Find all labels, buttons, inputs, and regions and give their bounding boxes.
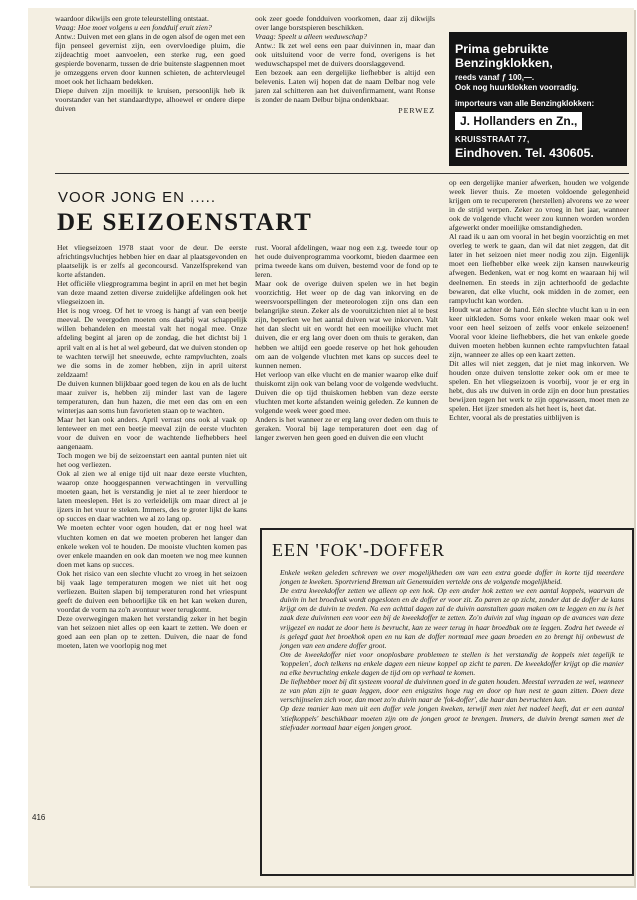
top-left-column	[55, 14, 245, 114]
fok-doffer-box	[260, 528, 634, 876]
paragraph: rust. Vooral afdelingen, waar nog een z.g. tweede tour op het oude duivenprogramma voorkomt, bieden daarmee een prima tweede kans om duiven, bestemd voor de fond op te leren.	[255, 243, 438, 280]
ad-price: reeds vanaf ƒ 100,—.	[455, 73, 535, 82]
box-body	[280, 568, 624, 732]
author-signature: PERWEZ	[398, 106, 435, 116]
paragraph: Het officiële vliegprogramma begint in april en met het begin van deze maand zetten diverse zuidelijke afdelingen ook het vliegseizoen in.	[57, 279, 247, 307]
paragraph: De duiven kunnen blijkbaar goed tegen de kou en als de lucht maar zuiver is, hebben zij minder last van de lagere temperaturen, dan hun hazen, die met een das om en een winterjas aan soms hun favorieten staan op te wachten.	[57, 378, 247, 415]
paragraph: waardoor dikwijls een grote teleurstelling ontstaat.	[55, 14, 209, 23]
paragraph: Een bezoek aan een dergelijke liefhebber is altijd een belevenis. Laten wij hopen dat de naam Delbar nog vele jaren zal schitteren aan het duivenfirmament, want Ronse is zonder de naam Delbur bijna ondenkbaar.	[255, 68, 435, 105]
paragraph: Enkele weken geleden schreven we over mogelijkheden om van een extra goede doffer in korte tijd meerdere jongen te kweken. Sportvriend Breman uit Genemuiden vertelde ons de volgende mogelijkheid.	[280, 568, 624, 587]
paragraph: Echter, vooral als de prestaties uitblijven is	[449, 413, 580, 423]
paragraph: Al raad ik u aan om vooral in het begin voorzichtig en met overleg te werk te gaan, dan wil dat niet zeggen, dat dit later in het seizoen niet meer nodig zou zijn. Eigenlijk moet een liefhebber elke week zijn kansen nauwkeurig afwegen. Bedenken, wat er nog komt en waaraan hij wil deelnemen. En steeds in zijn achterhoofd de gedachte bewaren, dat elke vlucht, ook midden in de zomer, een rampvlucht kan worden.	[449, 232, 629, 305]
top-mid-column	[255, 14, 435, 116]
paragraph: Antw.: Duiven met een glans in de ogen alsof de ogen met een fijn penseel gevernist zijn, een overvloedige pluim, die zijdeachtig moet aanvoelen, een sterke rug, een goed gespierde bovenarm, tussen de drie buitenste slagpennen moet je omzeggens erven door kunnen schieten, de achtervleugel moet ook het lichaam bedekken.	[55, 32, 245, 87]
paragraph: Ook al zien we al enige tijd uit naar deze eerste vluchten, waarop onze hooggespannen verwachtingen in vervulling moeten gaan, het is verstandig je niet al te zeer hierdoor te laten meeslepen. Het is zo verleidelijk om maar direct al je ijzers in het vuur te steken. Immers, des te groter lijkt de kans op succes en daar wachten we al zo lang op.	[57, 469, 247, 524]
paragraph: Maar het kan ook anders. April verrast ons ook al vaak op lenteweer en met een beetje meeval zijn de eerste vluchten voor de duiven en voor de wachtende liefhebbers heel aangenaam.	[57, 414, 247, 452]
paragraph: De extra kweekdoffer zetten we alleen op een hok. Op een ander hok zetten we een aantal koppels, waarvan de duivin in het broedvak wordt opgesloten en de doffer er voor zit. Zo paren ze op zicht, zonder dat de doffer de kans krijgt om de duivin te treden. Na een achttal dagen zal de duivin aanstalten gaan maken om te leggen en nu is het zaak deze duivinnen een voor een bij de kweekdoffer te zetten. Zo'n duivin zal vlug ingaan op de avances van deze vrijgezel en nadat ze door hem is bevrucht, kan ze weer terug in haar broedbak om te leggen. Zodra het tweede ei is gelegd gaat het broekhok open en nu kan de doffer normaal mee gaan broeden en zo brengt hij onbewust de jongen van een andere doffer groot.	[280, 586, 624, 650]
question: Vraag: Hoe moet volgens u een fondduif eruit zien?	[55, 23, 212, 33]
section-divider	[55, 173, 629, 174]
paragraph: Het verloop van elke vlucht en de manier waarop elke duif thuiskomt zijn ook van belang voor de volgende wedvlucht. Duiven die op tijd thuiskomen hebben van deze eerste vluchten met korte afstanden weinig geleden. Ze kunnen de volgende week weer goed mee.	[255, 369, 438, 415]
paragraph: Antw.: Ik zet wel eens een paar duivinnen in, maar dan ook uitsluitend voor de verre fond, overigens is het weduwschapspel met de duivers doorslaggevend.	[255, 41, 435, 69]
paragraph: Dit alles wil niet zeggen, dat je niet mag inkorven. We houden onze duiven tenslotte zeker ook om er mee te spelen. En het vliegseizoen is voorbij, voor je er erg in hebt, dus als uw duiven in orde zijn en door hun prestaties bewijzen tegen het werk te zijn opgewassen, moet men ze spelen. Het ijzer smeden als het heet is, heet dat.	[449, 358, 629, 414]
paragraph: Maar ook de overige duiven spelen we in het begin voorzichtig. Het weer op de dag van inkorving en de weersvoorspellingen der meteorologen zijn ons dan een belangrijke steun. Zeker als de vooruitzichten niet al te best zijn, beperken we het aantal duiven wat we inkorven. Valt het dan slecht uit en wordt het een moeilijke vlucht met duiven, die er erg lang over doen om thuis te geraken, dan hebben we altijd een goede reserve op het hok gehouden om aan de volgende vluchten met kans op succes deel te kunnen nemen.	[255, 279, 438, 370]
paragraph: Het vliegseizoen 1978 staat voor de deur. De eerste africhtingsvluchtjes hebben hier en daar al plaatsgevonden en plaatselijk is er zelfs al geconcoursd. Vanzelfsprekend van korte afstanden.	[57, 243, 247, 280]
article-column-3	[449, 178, 629, 422]
article-column-2	[255, 243, 438, 442]
paragraph: Op deze manier kan men uit een doffer vele jongen kweken, terwijl men niet het nadeel heeft, dat er een aantal 'stiefkoppels' beschikbaar moeten zijn om de jongen groot te brengen. Immers, de duivin brengt samen met de stiefvader normaal haar eigen jongen groot.	[280, 704, 624, 732]
paragraph: Anders is het wanneer ze er erg lang over deden om thuis te geraken. Vooral bij lage temperaturen doet een dag of langer zwerven hen geen goed en duiven die een vlucht	[255, 414, 438, 442]
paragraph: ook zeer goede fondduiven voorkomen, daar zij dikwijls over lange borstspieren beschikken.	[255, 14, 435, 33]
ad-headline: Prima gebruikte	[455, 42, 549, 56]
paragraph: op een dergelijke manier afwerken, houden we volgende week liever thuis. Ze moeten voldoende gelegenheid krijgen om te recupereren (herstellen) alvorens we ze weer in de strijd werpen. Zeker zo vroeg in het jaar, wanneer ook de volgende vlucht weer zou kunnen worden worden afgewerkt onder moeilijke omstandigheden.	[449, 178, 629, 233]
paragraph: Deze overwegingen maken het verstandig zeker in het begin van het seizoen niet alles op een kaart te zetten. We doen er goed aan een plan op te zetten. Duiven, die naar de fond moeten, laten we voorlopig nog met	[57, 613, 247, 651]
ad-company: J. Hollanders en Zn.,	[455, 112, 582, 130]
paragraph: Ook het risico van een slechte vlucht zo vroeg in het seizoen bij vaak lage temperaturen mogen we niet uit het oog verliezen. Buiten slapen bij temperaturen rond het vriespunt geeft de duiven een behoorlijke tik en het kan weken duren, voordat de vorm na zo'n avontuur weer terugkomt.	[57, 568, 247, 614]
page-number: 416	[32, 813, 46, 822]
paragraph: Toch mogen we bij de seizoenstart een aantal punten niet uit het oog verliezen.	[57, 451, 247, 470]
ad-rent: Ook nog huurklokken voorradig.	[455, 83, 579, 92]
magazine-page	[28, 8, 634, 886]
paragraph: De liefhebber moet bij dit systeem vooral de duivinnen goed in de gaten houden. Meestal verraden ze wel, wanneer ze van plan zijn te gaan leggen, door een enigszins hoge rug en door op hun nest te gaan zitten. Doen deze verschijnselen zich voor, dan moet zo'n duivin naar de 'fok-doffer', die haar dan bevruchten kan.	[280, 677, 624, 705]
benzing-advertisement	[449, 32, 627, 166]
ad-headline: Benzingklokken,	[455, 56, 553, 70]
article-title: DE SEIZOENSTART	[57, 209, 313, 236]
ad-importer: importeurs van alle Benzingklokken:	[455, 99, 595, 108]
paragraph: Houdt wat achter de hand. Eén slechte vlucht kan u in een keer uitkleden. Soms voor enkele weken maar ook wel voor een heel seizoen of zelfs voor enkele seizoenen! Vooral voor kleine liefhebbers, die het van enkele goede duiven moeten hebben kunnen echte rampvluchten fataal zijn, wanneer ze alles op een kaart zetten.	[449, 304, 629, 359]
paragraph: Het is nog vroeg. Of het te vroeg is hangt af van een beetje meeval. De weergoden moeten ons daarbij wat schappelijk willen behandelen en meestal valt het nogal mee. Onze afdeling begint al jaren op de zondag, die het dichtst bij 1 april valt en al is het al wel gebeurd, dat we duiven stonden op te wachten terwijl het sneeuwde, echte rampvluchten, zoals we die soms in de zomer hebben, zijn in april uiterst zeldzaam!	[57, 306, 247, 379]
paragraph: Om de kweekdoffer niet voor onoplosbare problemen te stellen is het verstandig de koppels niet tegelijk te 'koppelen', doch telkens na enkele dagen een nieuw koppel op zicht te paren. De kweekdoffer krijgt op die manier na elke bevruchting enkele dagen de tijd om op verhaal te komen.	[280, 649, 624, 678]
ad-street: KRUISSTRAAT 77,	[455, 135, 530, 144]
paragraph: We moeten echter voor ogen houden, dat er nog heel wat vluchten komen en dat we moeten proberen het langer dan enkele weken vol te houden. De mooiste vluchten komen pas over enkele maanden en ook dan moeten we nog mee kunnen doen met kans op succes.	[57, 523, 247, 569]
article-column-1	[57, 243, 247, 650]
box-title: EEN 'FOK'-DOFFER	[272, 540, 445, 560]
ad-city-phone: Eindhoven. Tel. 430605.	[455, 146, 594, 160]
article-kicker: VOOR JONG EN .....	[58, 189, 217, 206]
paragraph: Diepe duiven zijn moeilijk te kruisen, persoonlijk heb ik voorstander van het standaardtype, alhoewel er ondere diepe duiven	[55, 86, 245, 114]
question: Vraag: Speelt u alleen weduwschap?	[255, 32, 368, 42]
